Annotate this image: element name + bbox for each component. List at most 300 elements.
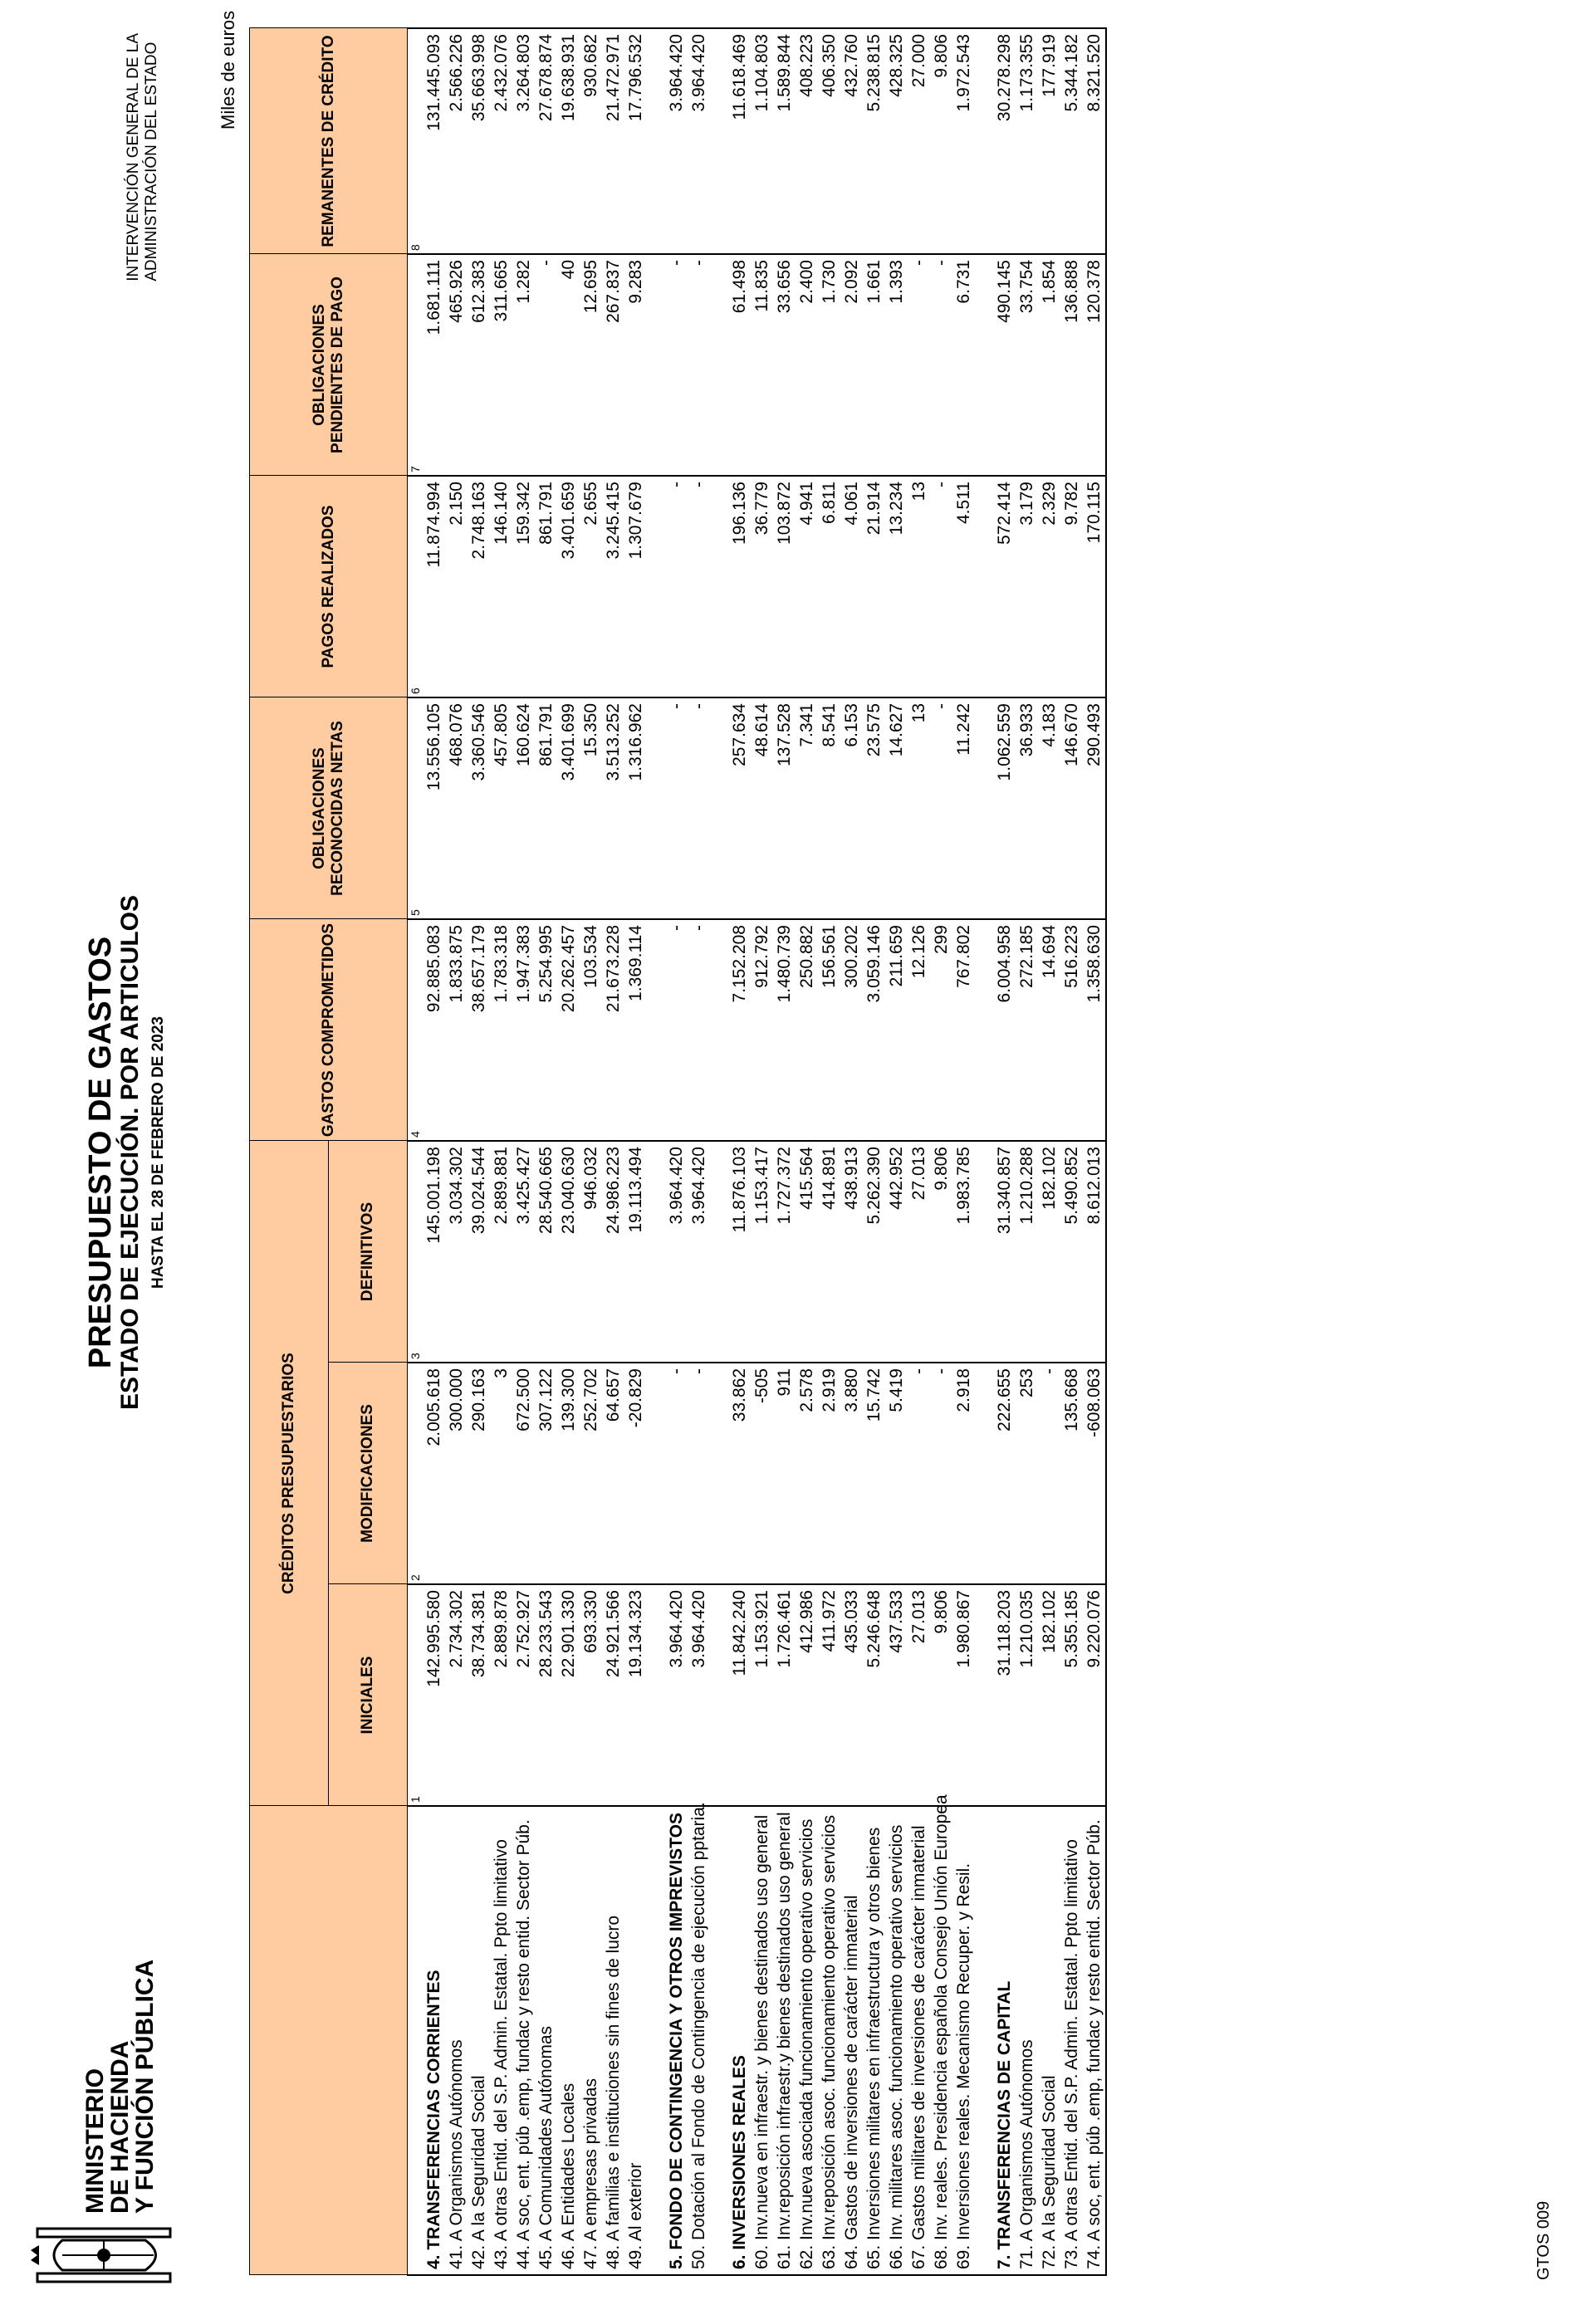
value-cell: 438.913 <box>840 1141 863 1363</box>
table-row <box>445 28 468 2275</box>
value-cell: 1.210.035 <box>1016 1584 1038 1806</box>
value-cell: 36.779 <box>751 476 773 697</box>
header-definitivos: DEFINITIVOS <box>329 1141 408 1363</box>
value-cell: 9.782 <box>1060 476 1083 697</box>
value-cell: 1.589.844 <box>773 28 796 254</box>
value-cell: 2.889.878 <box>490 1584 512 1806</box>
row-label: 72. A la Seguridad Social <box>1038 1806 1060 2275</box>
spacer-cell <box>710 28 728 254</box>
row-label: 64. Gastos de inversiones de carácter inmaterial <box>840 1806 863 2275</box>
value-cell: 1.104.803 <box>751 28 773 254</box>
table-row <box>930 28 952 2275</box>
value-cell: 33.754 <box>1016 254 1038 476</box>
table-row <box>512 28 535 2275</box>
header-remanentes: REMANENTES DE CRÉDITO <box>250 28 408 254</box>
value-cell: 3.401.659 <box>557 476 580 697</box>
value-cell: 272.185 <box>1016 919 1038 1141</box>
value-cell: 1.681.111 <box>423 254 445 476</box>
spacer-cell <box>975 1141 993 1363</box>
value-cell: 139.300 <box>557 1363 580 1584</box>
value-cell: 31.340.857 <box>993 1141 1016 1363</box>
col-index: 1 <box>408 1584 423 1806</box>
value-cell: 2.752.927 <box>512 1584 535 1806</box>
row-label: 69. Inversiones reales. Mecanismo Recuper. y Resil. <box>952 1806 975 2275</box>
table-row <box>1016 28 1038 2275</box>
value-cell: 156.561 <box>818 919 840 1141</box>
value-cell: - <box>665 476 688 697</box>
value-cell: 4.511 <box>952 476 975 697</box>
spacer-cell <box>975 28 993 254</box>
spacer-cell <box>647 697 665 919</box>
value-cell: 930.682 <box>580 28 602 254</box>
value-cell: 11.618.469 <box>728 28 751 254</box>
value-cell: 3.964.420 <box>688 28 710 254</box>
value-cell: 290.163 <box>468 1363 490 1584</box>
value-cell: - <box>930 476 952 697</box>
table-row <box>840 28 863 2275</box>
spacer-cell <box>710 1363 728 1584</box>
value-cell: 5.262.390 <box>863 1141 885 1363</box>
value-cell: 28.540.665 <box>535 1141 557 1363</box>
value-cell: 196.136 <box>728 476 751 697</box>
value-cell: 33.656 <box>773 254 796 476</box>
spacer-cell <box>710 1806 728 2275</box>
value-cell: 19.134.323 <box>624 1584 647 1806</box>
value-cell: 38.657.179 <box>468 919 490 1141</box>
value-cell: 14.694 <box>1038 919 1060 1141</box>
value-cell: 5.254.995 <box>535 919 557 1141</box>
value-cell: - <box>665 697 688 919</box>
value-cell: 1.153.417 <box>751 1141 773 1363</box>
value-cell: 437.533 <box>885 1584 908 1806</box>
value-cell: 3.401.699 <box>557 697 580 919</box>
spacer-cell <box>975 1584 993 1806</box>
value-cell: - <box>688 254 710 476</box>
row-label: 6. INVERSIONES REALES <box>728 1806 751 2275</box>
row-label: 66. Inv. militares asoc. funcionamiento operativo servicios <box>885 1806 908 2275</box>
value-cell: 3.964.420 <box>688 1141 710 1363</box>
value-cell: 5.490.852 <box>1060 1141 1083 1363</box>
value-cell: -20.829 <box>624 1363 647 1584</box>
row-label: 43. A otras Entid. del S.P. Admin. Estatal. Ppto limitativo <box>490 1806 512 2275</box>
value-cell: 428.325 <box>885 28 908 254</box>
value-cell: 7.341 <box>796 697 818 919</box>
value-cell: 146.670 <box>1060 697 1083 919</box>
spacer-cell <box>710 254 728 476</box>
value-cell: 48.614 <box>751 697 773 919</box>
ministry-line-1: MINISTERIO <box>81 2068 109 2214</box>
value-cell: 3.964.420 <box>665 1141 688 1363</box>
value-cell: 672.500 <box>512 1363 535 1584</box>
value-cell: 300.000 <box>445 1363 468 1584</box>
spacer-cell <box>710 697 728 919</box>
value-cell: 3.360.546 <box>468 697 490 919</box>
value-cell: - <box>1038 1363 1060 1584</box>
value-cell: 137.528 <box>773 697 796 919</box>
value-cell: 8.612.013 <box>1083 1141 1106 1363</box>
value-cell: 2.005.618 <box>423 1363 445 1584</box>
value-cell: 3.964.420 <box>665 1584 688 1806</box>
value-cell: 299 <box>930 919 952 1141</box>
value-cell: - <box>665 1363 688 1584</box>
report-subtitle: ESTADO DE EJECUCIÓN. POR ARTICULOS <box>116 894 144 1411</box>
value-cell: 250.882 <box>796 919 818 1141</box>
value-cell: 414.891 <box>818 1141 840 1363</box>
spacer-cell <box>647 1141 665 1363</box>
spacer-cell <box>975 476 993 697</box>
table-row <box>1038 28 1060 2275</box>
value-cell: 1.173.355 <box>1016 28 1038 254</box>
index-blank <box>408 1806 423 2275</box>
table-row <box>468 28 490 2275</box>
value-cell: 5.419 <box>885 1363 908 1584</box>
execution-table <box>249 27 1107 2276</box>
table-row <box>773 28 796 2275</box>
ministry-line-3: Y FUNCIÓN PÚBLICA <box>131 1959 159 2214</box>
spacer-cell <box>710 1584 728 1806</box>
value-cell: 861.791 <box>535 476 557 697</box>
units-label: Miles de euros <box>218 10 238 130</box>
value-cell: 145.001.198 <box>423 1141 445 1363</box>
report-title: PRESUPUESTO DE GASTOS <box>83 936 118 1369</box>
value-cell: 2.400 <box>796 254 818 476</box>
value-cell: 3.964.420 <box>688 1584 710 1806</box>
value-cell: 3.059.146 <box>863 919 885 1141</box>
row-label: 62. Inv.nueva asociada funcionamiento operativo servicios <box>796 1806 818 2275</box>
value-cell: 6.153 <box>840 697 863 919</box>
value-cell: - <box>665 919 688 1141</box>
value-cell: 1.983.785 <box>952 1141 975 1363</box>
value-cell: 435.033 <box>840 1584 863 1806</box>
value-cell: 912.792 <box>751 919 773 1141</box>
col-index: 6 <box>408 476 423 697</box>
value-cell: 136.888 <box>1060 254 1083 476</box>
value-cell: 182.102 <box>1038 1141 1060 1363</box>
value-cell: 4.941 <box>796 476 818 697</box>
value-cell: 412.986 <box>796 1584 818 1806</box>
table-row <box>535 28 557 2275</box>
spacer-cell <box>647 1584 665 1806</box>
value-cell: 159.342 <box>512 476 535 697</box>
value-cell: 1.854 <box>1038 254 1060 476</box>
value-cell: 9.806 <box>930 1141 952 1363</box>
value-cell: 6.004.958 <box>993 919 1016 1141</box>
value-cell: 6.811 <box>818 476 840 697</box>
value-cell: -505 <box>751 1363 773 1584</box>
form-code: GTOS 009 <box>1535 2200 1553 2280</box>
value-cell: 38.734.381 <box>468 1584 490 1806</box>
value-cell: 14.627 <box>885 697 908 919</box>
row-label: 5. FONDO DE CONTINGENCIA Y OTROS IMPREVISTOS <box>665 1806 688 2275</box>
value-cell: 12.695 <box>580 254 602 476</box>
value-cell: 40 <box>557 254 580 476</box>
agency-line-2: ADMINISTRACIÓN DEL ESTADO <box>143 42 160 281</box>
table-row <box>688 28 710 2275</box>
table-row <box>557 28 580 2275</box>
row-label: 46. A Entidades Locales <box>557 1806 580 2275</box>
value-cell: 465.926 <box>445 254 468 476</box>
value-cell: 24.921.566 <box>602 1584 624 1806</box>
spacer-cell <box>975 254 993 476</box>
report-date: HASTA EL 28 DE FEBRERO DE 2023 <box>149 1015 167 1290</box>
value-cell: 2.432.076 <box>490 28 512 254</box>
value-cell: 2.919 <box>818 1363 840 1584</box>
column-index-row <box>408 28 423 2275</box>
value-cell: 8.321.520 <box>1083 28 1106 254</box>
value-cell: 61.498 <box>728 254 751 476</box>
header-obligaciones: OBLIGACIONES RECONOCIDAS NETAS <box>250 697 408 919</box>
value-cell: 21.472.971 <box>602 28 624 254</box>
value-cell: 1.727.372 <box>773 1141 796 1363</box>
spacer-cell <box>710 919 728 1141</box>
value-cell: 2.329 <box>1038 476 1060 697</box>
spacer-row <box>975 28 993 2275</box>
value-cell: 612.383 <box>468 254 490 476</box>
agency-name <box>125 33 161 281</box>
value-cell: 39.024.544 <box>468 1141 490 1363</box>
value-cell: 411.972 <box>818 1584 840 1806</box>
value-cell: - <box>908 1363 930 1584</box>
value-cell: 21.914 <box>863 476 885 697</box>
row-label: 42. A la Seguridad Social <box>468 1806 490 2275</box>
value-cell: 11.874.994 <box>423 476 445 697</box>
table-row <box>751 28 773 2275</box>
value-cell: 408.223 <box>796 28 818 254</box>
value-cell: 1.480.739 <box>773 919 796 1141</box>
value-cell: 1.730 <box>818 254 840 476</box>
spacer-cell <box>647 476 665 697</box>
value-cell: 1.393 <box>885 254 908 476</box>
col-index: 4 <box>408 919 423 1141</box>
value-cell: 182.102 <box>1038 1584 1060 1806</box>
value-cell: 36.933 <box>1016 697 1038 919</box>
value-cell: 27.000 <box>908 28 930 254</box>
header-iniciales: INICIALES <box>329 1584 408 1806</box>
table-row <box>602 28 624 2275</box>
value-cell: 27.013 <box>908 1141 930 1363</box>
value-cell: - <box>930 254 952 476</box>
section-row <box>728 28 751 2275</box>
spacer-cell <box>710 1141 728 1363</box>
value-cell: 861.791 <box>535 697 557 919</box>
value-cell: 20.262.457 <box>557 919 580 1141</box>
value-cell: 1.947.383 <box>512 919 535 1141</box>
value-cell: 300.202 <box>840 919 863 1141</box>
value-cell: 11.876.103 <box>728 1141 751 1363</box>
value-cell: 253 <box>1016 1363 1038 1584</box>
value-cell: 2.734.302 <box>445 1584 468 1806</box>
value-cell: 28.233.543 <box>535 1584 557 1806</box>
value-cell: 252.702 <box>580 1363 602 1584</box>
table-row <box>580 28 602 2275</box>
value-cell: 2.918 <box>952 1363 975 1584</box>
table-row <box>863 28 885 2275</box>
value-cell: 211.659 <box>885 919 908 1141</box>
value-cell: 27.013 <box>908 1584 930 1806</box>
value-cell: 693.330 <box>580 1584 602 1806</box>
value-cell: 31.118.203 <box>993 1584 1016 1806</box>
table-row <box>490 28 512 2275</box>
row-label: 68. Inv. reales. Presidencia española Consejo Unión Europea <box>930 1806 952 2275</box>
spacer-cell <box>710 476 728 697</box>
row-label: 7. TRANSFERENCIAS DE CAPITAL <box>993 1806 1016 2275</box>
value-cell: 5.238.815 <box>863 28 885 254</box>
value-cell: 23.040.630 <box>557 1141 580 1363</box>
row-label: 71. A Organismos Autónomos <box>1016 1806 1038 2275</box>
value-cell: 3 <box>490 1363 512 1584</box>
header-creditos: CRÉDITOS PRESUPUESTARIOS <box>250 1141 329 1806</box>
row-label: 50. Dotación al Fondo de Contingencia de ejecución pptaria. <box>688 1806 710 2275</box>
value-cell: 457.805 <box>490 697 512 919</box>
value-cell: 2.150 <box>445 476 468 697</box>
value-cell: 516.223 <box>1060 919 1083 1141</box>
value-cell: 64.657 <box>602 1363 624 1584</box>
row-label: 45. A Comunidades Autónomas <box>535 1806 557 2275</box>
col-index: 2 <box>408 1363 423 1584</box>
table-row <box>1060 28 1083 2275</box>
spacer-row <box>647 28 665 2275</box>
value-cell: 5.344.182 <box>1060 28 1083 254</box>
value-cell: 406.350 <box>818 28 840 254</box>
value-cell: 160.624 <box>512 697 535 919</box>
value-cell: 1.210.288 <box>1016 1141 1038 1363</box>
value-cell: 135.668 <box>1060 1363 1083 1584</box>
row-label: 44. A soc, ent. púb .emp, fundac y resto entid. Sector Púb. <box>512 1806 535 2275</box>
spacer-cell <box>975 1806 993 2275</box>
value-cell: 27.678.874 <box>535 28 557 254</box>
value-cell: - <box>688 697 710 919</box>
value-cell: - <box>535 254 557 476</box>
row-label: 73. A otras Entid. del S.P. Admin. Estatal. Ppto limitativo <box>1060 1806 1083 2275</box>
value-cell: 307.122 <box>535 1363 557 1584</box>
row-label: 65. Inversiones militares en infraestructura y otros bienes <box>863 1806 885 2275</box>
value-cell: 222.655 <box>993 1363 1016 1584</box>
value-cell: 3.179 <box>1016 476 1038 697</box>
table-row <box>908 28 930 2275</box>
value-cell: 8.541 <box>818 697 840 919</box>
section-row <box>993 28 1016 2275</box>
value-cell: 5.355.185 <box>1060 1584 1083 1806</box>
value-cell: 2.566.226 <box>445 28 468 254</box>
row-label: 67. Gastos militares de inversiones de carácter inmaterial <box>908 1806 930 2275</box>
row-label: 4. TRANSFERENCIAS CORRIENTES <box>423 1806 445 2275</box>
spacer-cell <box>975 697 993 919</box>
value-cell: 92.885.083 <box>423 919 445 1141</box>
value-cell: 1.307.679 <box>624 476 647 697</box>
value-cell: - <box>930 1363 952 1584</box>
value-cell: 490.145 <box>993 254 1016 476</box>
value-cell: 5.246.648 <box>863 1584 885 1806</box>
value-cell: 142.995.580 <box>423 1584 445 1806</box>
table-row <box>952 28 975 2275</box>
value-cell: 15.350 <box>580 697 602 919</box>
value-cell: -608.063 <box>1083 1363 1106 1584</box>
value-cell: 2.092 <box>840 254 863 476</box>
value-cell: 19.113.494 <box>624 1141 647 1363</box>
value-cell: 11.842.240 <box>728 1584 751 1806</box>
value-cell: 4.183 <box>1038 697 1060 919</box>
value-cell: - <box>688 919 710 1141</box>
row-label: 47. A empresas privadas <box>580 1806 602 2275</box>
value-cell: 1.316.962 <box>624 697 647 919</box>
spacer-row <box>710 28 728 2275</box>
spacer-cell <box>647 28 665 254</box>
value-cell: 3.513.252 <box>602 697 624 919</box>
col-index: 7 <box>408 254 423 476</box>
value-cell: 1.369.114 <box>624 919 647 1141</box>
value-cell: - <box>688 476 710 697</box>
value-cell: 3.425.427 <box>512 1141 535 1363</box>
value-cell: 1.783.318 <box>490 919 512 1141</box>
table-row <box>818 28 840 2275</box>
header-comprometidos: GASTOS COMPROMETIDOS <box>250 919 408 1141</box>
value-cell: - <box>688 1363 710 1584</box>
spacer-cell <box>647 1363 665 1584</box>
spacer-cell <box>647 1806 665 2275</box>
value-cell: 146.140 <box>490 476 512 697</box>
ministry-line-2: DE HACIENDA <box>106 2040 134 2214</box>
value-cell: 3.245.415 <box>602 476 624 697</box>
value-cell: 572.414 <box>993 476 1016 697</box>
value-cell: 12.126 <box>908 919 930 1141</box>
header-pagos: PAGOS REALIZADOS <box>250 476 408 697</box>
spacer-cell <box>975 919 993 1141</box>
agency-line-1: INTERVENCIÓN GENERAL DE LA <box>125 33 142 281</box>
value-cell: 13 <box>908 697 930 919</box>
value-cell: 11.835 <box>751 254 773 476</box>
value-cell: 432.760 <box>840 28 863 254</box>
value-cell: 13.234 <box>885 476 908 697</box>
table-row <box>796 28 818 2275</box>
row-label: 74. A soc, ent. púb .emp, fundac y resto entid. Sector Púb. <box>1083 1806 1106 2275</box>
value-cell: 177.919 <box>1038 28 1060 254</box>
table-body <box>408 28 1107 2275</box>
value-cell: 1.726.461 <box>773 1584 796 1806</box>
col-index: 3 <box>408 1141 423 1363</box>
value-cell: 7.152.208 <box>728 919 751 1141</box>
value-cell: 1.282 <box>512 254 535 476</box>
spacer-cell <box>647 919 665 1141</box>
row-label: 60. Inv.nueva en infraestr. y bienes destinados uso general <box>751 1806 773 2275</box>
value-cell: 1.661 <box>863 254 885 476</box>
value-cell: 4.061 <box>840 476 863 697</box>
value-cell: 767.802 <box>952 919 975 1141</box>
value-cell: 1.980.867 <box>952 1584 975 1806</box>
value-cell: 2.889.881 <box>490 1141 512 1363</box>
value-cell: 6.731 <box>952 254 975 476</box>
value-cell: 1.972.543 <box>952 28 975 254</box>
value-cell: 2.578 <box>796 1363 818 1584</box>
row-label: 41. A Organismos Autónomos <box>445 1806 468 2275</box>
value-cell: - <box>908 254 930 476</box>
value-cell: 1.358.630 <box>1083 919 1106 1141</box>
value-cell: 103.534 <box>580 919 602 1141</box>
value-cell: 9.806 <box>930 1584 952 1806</box>
value-cell: 257.634 <box>728 697 751 919</box>
value-cell: - <box>665 254 688 476</box>
value-cell: 311.665 <box>490 254 512 476</box>
value-cell: 2.748.163 <box>468 476 490 697</box>
value-cell: 442.952 <box>885 1141 908 1363</box>
value-cell: 17.796.532 <box>624 28 647 254</box>
spacer-cell <box>647 254 665 476</box>
value-cell: 9.283 <box>624 254 647 476</box>
value-cell: 170.115 <box>1083 476 1106 697</box>
value-cell: 24.986.223 <box>602 1141 624 1363</box>
value-cell: 2.655 <box>580 476 602 697</box>
value-cell: 35.663.998 <box>468 28 490 254</box>
value-cell: 13.556.105 <box>423 697 445 919</box>
